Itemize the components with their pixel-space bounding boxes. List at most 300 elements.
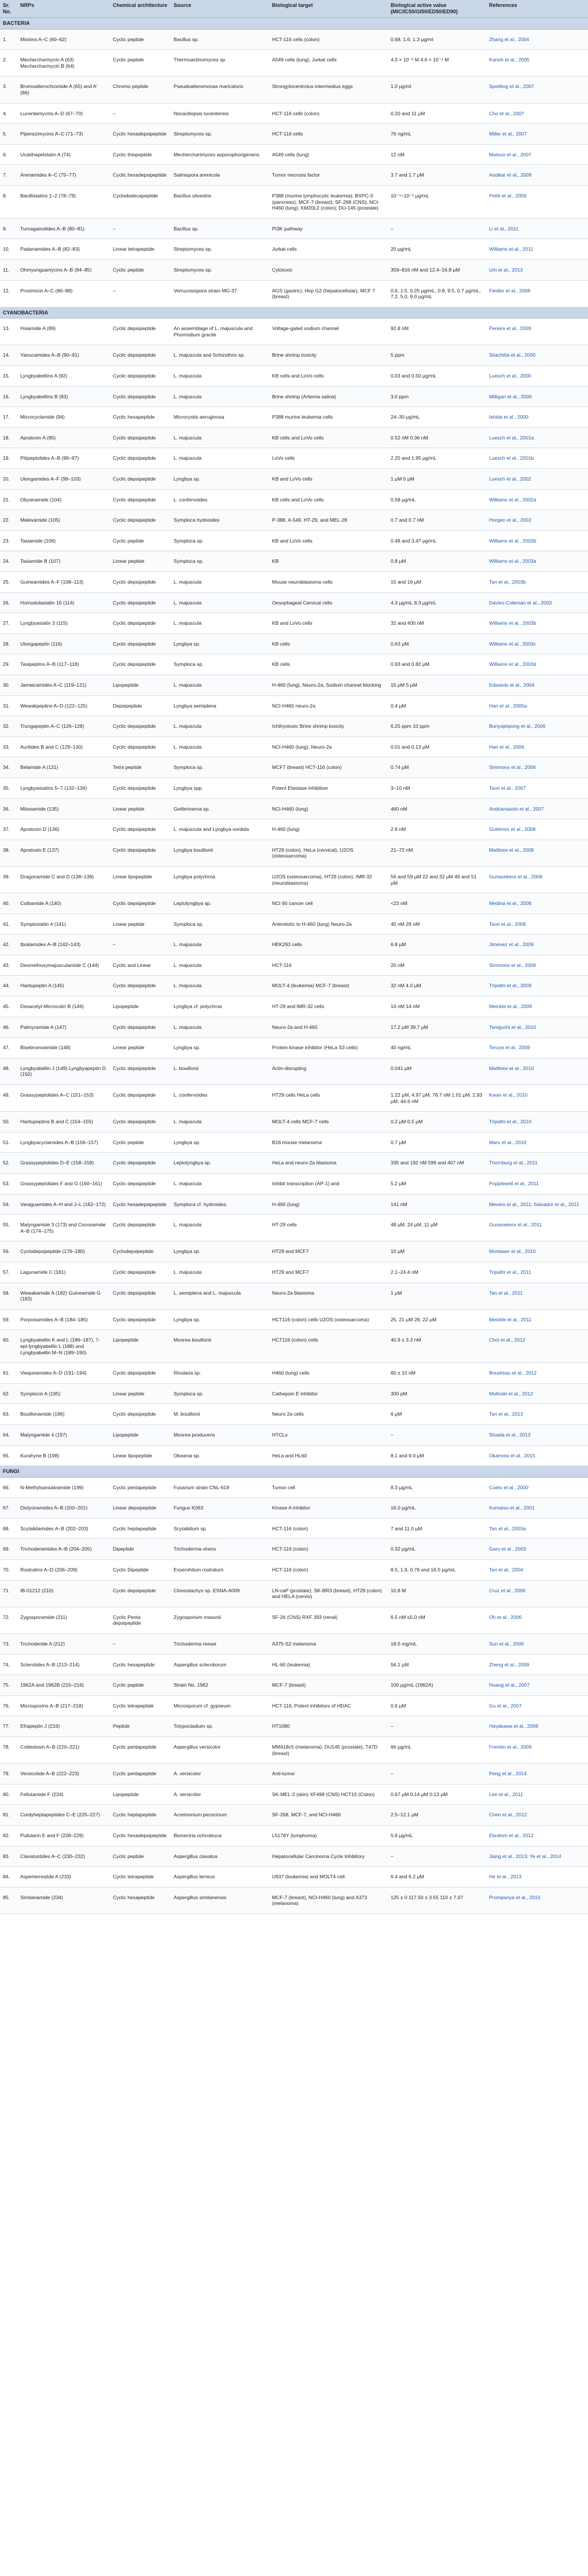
table-header bbox=[0, 0, 588, 18]
cell-target: HCT116 (colon) cells U2OS (osteosarcoma) bbox=[269, 1309, 388, 1330]
compound-name: Similanamide (234) bbox=[20, 1894, 64, 1900]
cell-architecture: – bbox=[110, 935, 171, 955]
compound-name: Malyngamide 4 (197) bbox=[20, 1431, 67, 1438]
cell-source: Symploca sp. bbox=[171, 757, 269, 778]
table-row bbox=[0, 551, 588, 572]
cell-nrp bbox=[17, 1132, 110, 1153]
cell-nrp bbox=[17, 675, 110, 695]
cell-reference[interactable]: Simmons et al., 2006 bbox=[486, 757, 588, 778]
cell-reference[interactable]: Gu et al., 2007 bbox=[486, 1695, 588, 1716]
table-row bbox=[0, 1262, 588, 1282]
cell-reference[interactable]: Matthew et al., 2008 bbox=[486, 840, 588, 866]
cell-reference[interactable]: Thornburg et al., 2011 bbox=[486, 1153, 588, 1174]
cell-nrp bbox=[17, 1309, 110, 1330]
table-row bbox=[0, 1716, 588, 1737]
cell-architecture: – bbox=[110, 280, 171, 307]
table-row bbox=[0, 1867, 588, 1888]
table-row bbox=[0, 757, 588, 778]
table-row bbox=[0, 716, 588, 737]
cell-architecture: Cyclic depsipeptide bbox=[110, 572, 171, 593]
cell-nrp bbox=[17, 551, 110, 572]
table-row bbox=[0, 185, 588, 218]
table-body bbox=[0, 18, 588, 1914]
cell-active-value: 6 μM bbox=[388, 1404, 486, 1425]
cell-reference[interactable]: Cueto et al., 2000 bbox=[486, 1477, 588, 1498]
table-row bbox=[0, 1634, 588, 1655]
cell-active-value: 3–10 nM bbox=[388, 778, 486, 798]
cell-source: Fungus K063 bbox=[171, 1498, 269, 1519]
cell-nrp bbox=[17, 1560, 110, 1581]
cell-sr-no: 69. bbox=[0, 1539, 17, 1560]
cell-source: Moorea bouillonii bbox=[171, 1330, 269, 1363]
cell-sr-no: 49. bbox=[0, 1085, 17, 1112]
cell-reference[interactable]: Williams et al., 2003d bbox=[486, 654, 588, 675]
cell-active-value: 0.20 and 11 μM bbox=[388, 103, 486, 124]
cell-nrp bbox=[17, 218, 110, 239]
cell-architecture: Cyclododecapeptide bbox=[110, 185, 171, 218]
cell-reference[interactable]: Miller et al., 2007 bbox=[486, 124, 588, 145]
cell-source: Aspergillus clavatus bbox=[171, 1846, 269, 1867]
cell-sr-no: 67. bbox=[0, 1498, 17, 1519]
cell-architecture: Cyclic depsipeptide bbox=[110, 366, 171, 387]
compound-name: Hoiamide A (89) bbox=[20, 325, 56, 332]
cell-sr-no: 45. bbox=[0, 996, 17, 1017]
cell-active-value: 40 nM 29 nM bbox=[388, 914, 486, 935]
cell-reference[interactable]: Taori et al., 2009 bbox=[486, 914, 588, 935]
compound-name: Pullularin E and F (228–229) bbox=[20, 1832, 84, 1838]
cell-reference[interactable]: Maru et al., 2010 bbox=[486, 1132, 588, 1153]
cell-target: HT29 (colon), HeLa (cervical), U2OS (osteosarcoma) bbox=[269, 840, 388, 866]
cell-active-value: 0.8 μM bbox=[388, 551, 486, 572]
compound-name: Viequeamides A–D (191–194) bbox=[20, 1370, 87, 1376]
cell-architecture: Cyclic depsipeptide bbox=[110, 345, 171, 366]
cell-reference[interactable]: Komatsu et al., 2001 bbox=[486, 1498, 588, 1519]
cell-reference[interactable]: Li et al., 2011 bbox=[486, 218, 588, 239]
table-row bbox=[0, 654, 588, 675]
cell-reference[interactable]: Ishida et al., 2000 bbox=[486, 407, 588, 428]
cell-reference[interactable]: Cho et al., 2007 bbox=[486, 103, 588, 124]
cell-active-value: 6.8 μM bbox=[388, 935, 486, 955]
cell-reference[interactable]: Asolkar et al., 2009 bbox=[486, 165, 588, 186]
cell-reference[interactable]: Montaser et al., 2010 bbox=[486, 1241, 588, 1262]
cell-source: Symploca hydnoides bbox=[171, 510, 269, 531]
cell-source: Lyngbya polychroa bbox=[171, 866, 269, 893]
cell-reference[interactable]: Teruya et al., 2009 bbox=[486, 1038, 588, 1058]
cell-architecture: Cyclic depsipeptide bbox=[110, 716, 171, 737]
cell-reference[interactable]: Williams et al., 2002a bbox=[486, 489, 588, 510]
compound-name: Efrapeptin J (219) bbox=[20, 1723, 60, 1729]
cell-active-value: 15 μM 5 μM bbox=[388, 675, 486, 695]
table-row bbox=[0, 1330, 588, 1363]
cell-reference[interactable]: Luesch et al., 2001a bbox=[486, 427, 588, 448]
cell-reference[interactable]: Fremlin et al., 2009 bbox=[486, 1737, 588, 1764]
table-row bbox=[0, 124, 588, 145]
cell-architecture: Cyclic depsipeptide bbox=[110, 1153, 171, 1174]
cell-nrp bbox=[17, 239, 110, 260]
compound-name: Apratoxin D (136) bbox=[20, 826, 60, 833]
cell-reference[interactable]: Fiedler et al., 2008 bbox=[486, 280, 588, 307]
compound-name: Veraguamides A–H and J–L (162–172) bbox=[20, 1201, 106, 1207]
cell-sr-no: 74. bbox=[0, 1654, 17, 1675]
cell-target: Anti-tumor bbox=[269, 1764, 388, 1784]
cell-target: HeLa and HL60 bbox=[269, 1445, 388, 1466]
cell-reference[interactable]: Meickle et al., 2011 bbox=[486, 1309, 588, 1330]
cell-architecture: Cyclic depsipeptide bbox=[110, 1282, 171, 1309]
cell-sr-no: 39. bbox=[0, 866, 17, 893]
cell-active-value: 0.4 μM bbox=[388, 695, 486, 716]
cell-reference[interactable]: Bunyajetpong et al., 2006 bbox=[486, 716, 588, 737]
cell-reference[interactable]: Tan et al., 2003a bbox=[486, 1518, 588, 1539]
cell-reference[interactable]: Williams et al., 2002b bbox=[486, 530, 588, 551]
cell-reference[interactable]: Horgen et al., 2002 bbox=[486, 510, 588, 531]
cell-reference[interactable]: Tripathi et al., 2011 bbox=[486, 1262, 588, 1282]
cell-reference[interactable]: Pettit et al., 2009 bbox=[486, 185, 588, 218]
cell-architecture: Cyclic peptide bbox=[110, 1675, 171, 1696]
cell-sr-no: 9. bbox=[0, 218, 17, 239]
cell-nrp bbox=[17, 654, 110, 675]
cell-architecture: Lipopeptide bbox=[110, 1330, 171, 1363]
header-active-value: Biological active value (MIC/IC50/GI50/ED50/ED90) bbox=[388, 0, 486, 18]
cell-target: SK-MEL-2 (skin) XF498 (CNS) HCT15 (Colon) bbox=[269, 1784, 388, 1805]
cell-reference[interactable]: Choi et al., 2012 bbox=[486, 1330, 588, 1363]
cell-sr-no: 43. bbox=[0, 955, 17, 976]
cell-reference[interactable]: Williams et al., 2011 bbox=[486, 239, 588, 260]
compound-name: Palmyramide A (147) bbox=[20, 1024, 67, 1030]
cell-active-value: 10 μM bbox=[388, 1241, 486, 1262]
compound-name: Lyngbyabellin K and L (186–187), 7-epi-lyngbyabellin L (188) and Lyngbyabellin M–N (189–190) bbox=[20, 1337, 100, 1355]
cell-sr-no: 17. bbox=[0, 407, 17, 428]
cell-active-value: – bbox=[388, 1424, 486, 1445]
cell-reference[interactable]: Edwards et al., 2004 bbox=[486, 675, 588, 695]
cell-sr-no: 81. bbox=[0, 1805, 17, 1826]
cell-active-value: 66 μg/mL bbox=[388, 1737, 486, 1764]
cell-reference[interactable]: Taori et al., 2007 bbox=[486, 778, 588, 798]
cell-target: P-388, A-549, HT-29, and MEL-28 bbox=[269, 510, 388, 531]
cell-architecture: Linear peptide bbox=[110, 914, 171, 935]
cell-sr-no: 20. bbox=[0, 469, 17, 490]
cell-reference[interactable]: Peng et al., 2014 bbox=[486, 1764, 588, 1784]
table-row bbox=[0, 280, 588, 307]
cell-active-value: – bbox=[388, 1846, 486, 1867]
cell-target: U2OS (osteosarcoma), HT29 (colon), IMR-32 (neuroblastoma) bbox=[269, 866, 388, 893]
cell-source: Leptolyngbya sp. bbox=[171, 1153, 269, 1174]
cell-source: Microcystis aeruginosa bbox=[171, 407, 269, 428]
cell-architecture: Cyclic depsipeptide bbox=[110, 819, 171, 840]
cell-reference[interactable]: Prompanya et al., 2015 bbox=[486, 1887, 588, 1914]
table-row bbox=[0, 1607, 588, 1633]
cell-source: Aspergillus sclerotiorum bbox=[171, 1654, 269, 1675]
cell-reference[interactable]: Andrianasolo et al., 2007 bbox=[486, 798, 588, 819]
compound-name: Grassypeptolides A–C (151–153) bbox=[20, 1092, 94, 1098]
cell-source: Symploca sp. bbox=[171, 530, 269, 551]
cell-reference[interactable]: Williams et al., 2003a bbox=[486, 551, 588, 572]
cell-nrp bbox=[17, 695, 110, 716]
cell-source: L. majuscula bbox=[171, 386, 269, 407]
cell-reference[interactable]: Popplewell et al., 2011 bbox=[486, 1174, 588, 1194]
cell-active-value: 0.52 nM 0.36 nM bbox=[388, 427, 486, 448]
table-row bbox=[0, 633, 588, 654]
table-row bbox=[0, 1132, 588, 1153]
cell-nrp bbox=[17, 1825, 110, 1846]
table-row bbox=[0, 1085, 588, 1112]
cell-sr-no: 13. bbox=[0, 318, 17, 345]
cell-reference[interactable]: Han et al., 2006 bbox=[486, 736, 588, 757]
cell-sr-no: 52. bbox=[0, 1153, 17, 1174]
cell-architecture: Cyclic depsipeptide bbox=[110, 1215, 171, 1241]
cell-reference[interactable]: Sun et al., 2006 bbox=[486, 1634, 588, 1655]
cell-source: Bacillus sp. bbox=[171, 218, 269, 239]
cell-source: Bionectria ochroleuca bbox=[171, 1825, 269, 1846]
cell-target: LoVo cells bbox=[269, 448, 388, 469]
cell-reference[interactable]: Huang et al., 2007 bbox=[486, 1675, 588, 1696]
cell-source: L. majuscula bbox=[171, 1174, 269, 1194]
cell-sr-no: 66. bbox=[0, 1477, 17, 1498]
cell-reference[interactable]: Taniguchi et al., 2010 bbox=[486, 1017, 588, 1038]
cell-nrp bbox=[17, 1498, 110, 1519]
cell-reference[interactable]: Tan et al., 2011 bbox=[486, 1282, 588, 1309]
cell-reference[interactable]: Boudreau et al., 2012 bbox=[486, 1363, 588, 1384]
cell-reference[interactable]: Tripathi et al., 2010 bbox=[486, 1112, 588, 1133]
cell-active-value: 2.5–12.1 μM bbox=[388, 1805, 486, 1826]
cell-reference[interactable]: Ebrahim et al., 2012 bbox=[486, 1825, 588, 1846]
cell-reference[interactable]: Han et al., 2005a bbox=[486, 695, 588, 716]
cell-nrp bbox=[17, 1634, 110, 1655]
cell-architecture: Cyclic depsipeptide bbox=[110, 613, 171, 634]
table-row bbox=[0, 1805, 588, 1826]
cell-sr-no: 61. bbox=[0, 1363, 17, 1384]
cell-sr-no: 46. bbox=[0, 1017, 17, 1038]
cell-source: Microsporum cf. gypseum bbox=[171, 1695, 269, 1716]
compound-name: Coibamide A (140) bbox=[20, 900, 61, 907]
cell-source: Lyngbya semiplena bbox=[171, 695, 269, 716]
compound-name: Malyngamide 3 (173) and Cocosamide A–B (174–175) bbox=[20, 1222, 106, 1234]
cell-active-value: 14 nM 14 nM bbox=[388, 996, 486, 1017]
cell-reference[interactable]: Jiang et al., 2013; Ye et al., 2014 bbox=[486, 1846, 588, 1867]
cell-reference[interactable]: Zhang et al., 2004 bbox=[486, 29, 588, 50]
cell-reference[interactable]: Mevers et al., 2011; Salvador et al., 2011 bbox=[486, 1194, 588, 1215]
cell-active-value: 1.0 μg/ml bbox=[388, 76, 486, 103]
cell-architecture: Cyclic pentapeptide bbox=[110, 1737, 171, 1764]
cell-nrp bbox=[17, 1477, 110, 1498]
cell-sr-no: 29. bbox=[0, 654, 17, 675]
cell-nrp bbox=[17, 345, 110, 366]
cell-source: Bacillus sp. bbox=[171, 29, 269, 50]
cell-reference[interactable]: Okamoto et al., 2015 bbox=[486, 1445, 588, 1466]
cell-reference[interactable]: Simmons et al., 2009 bbox=[486, 955, 588, 976]
table-row bbox=[0, 345, 588, 366]
cell-active-value: 359–816 nM and 12.4–16.8 μM bbox=[388, 259, 486, 280]
compound-name: Grassypeptolides F and G (160–161) bbox=[20, 1181, 102, 1186]
cell-reference[interactable]: Williams et al., 2003b bbox=[486, 613, 588, 634]
cell-reference[interactable]: Medina et al., 2008 bbox=[486, 893, 588, 914]
cell-source: Rivularia sp. bbox=[171, 1363, 269, 1384]
compound-name: Ulongapeptin (116) bbox=[20, 640, 63, 647]
cell-architecture: Cyclic hexapeptide bbox=[110, 407, 171, 428]
compound-name: Symplocin A (195) bbox=[20, 1390, 61, 1397]
cell-target: Hepatocellular Carcinoma Cycle Inhibitory bbox=[269, 1846, 388, 1867]
cell-sr-no: 21. bbox=[0, 489, 17, 510]
cell-target: Ichthyotoxic Brine shrimp toxicity bbox=[269, 716, 388, 737]
cell-reference[interactable]: Shaala et al., 2013 bbox=[486, 1424, 588, 1445]
cell-active-value: 7 and 11.0 μM bbox=[388, 1518, 486, 1539]
cell-target: A549 cells (lung), Jurkat cells bbox=[269, 50, 388, 76]
cell-reference[interactable]: Lee et al., 2011 bbox=[486, 1784, 588, 1805]
cell-reference[interactable]: Meickle et al., 2009 bbox=[486, 996, 588, 1017]
cell-nrp bbox=[17, 914, 110, 935]
cell-nrp bbox=[17, 1112, 110, 1133]
cell-active-value: 0.7 μM bbox=[388, 1132, 486, 1153]
cell-active-value: 0.93 and 0.82 μM bbox=[388, 654, 486, 675]
cell-active-value: 0.67 μM 0.14 μM 0.13 μM bbox=[388, 1784, 486, 1805]
cell-reference[interactable]: Kanoh et al., 2005 bbox=[486, 50, 588, 76]
table-row bbox=[0, 489, 588, 510]
cell-target: HT29 and MCF7 bbox=[269, 1262, 388, 1282]
cell-reference[interactable]: Matsuo et al., 2007 bbox=[486, 144, 588, 165]
table-row bbox=[0, 592, 588, 613]
cell-source: Streptomyces sp. bbox=[171, 259, 269, 280]
table-row bbox=[0, 386, 588, 407]
compound-name: Lucentamycins A–D (67–70) bbox=[20, 110, 83, 116]
cell-active-value: 0.2 μM 0.5 μM bbox=[388, 1112, 486, 1133]
cell-reference[interactable]: Luesch et al., 2001b bbox=[486, 448, 588, 469]
table-row bbox=[0, 1017, 588, 1038]
cell-reference[interactable]: Luesch et al., 2002 bbox=[486, 469, 588, 490]
cell-source: L. majuscula bbox=[171, 613, 269, 634]
cell-architecture: Lipopeptide bbox=[110, 996, 171, 1017]
cell-reference[interactable]: Tripathi et al., 2009 bbox=[486, 976, 588, 996]
cell-active-value: 60 ± 10 nM bbox=[388, 1363, 486, 1384]
cell-sr-no: 51. bbox=[0, 1132, 17, 1153]
cell-source: Verrucosispora strain MG-37 bbox=[171, 280, 269, 307]
cell-source: Symploca sp. bbox=[171, 654, 269, 675]
cell-source: Aspergillus versicolor bbox=[171, 1737, 269, 1764]
cell-nrp bbox=[17, 386, 110, 407]
cell-nrp bbox=[17, 259, 110, 280]
cell-target: Cathepsin E inhibitor bbox=[269, 1383, 388, 1404]
cell-nrp bbox=[17, 736, 110, 757]
cell-reference[interactable]: Speitling et al., 2007 bbox=[486, 76, 588, 103]
compound-name: Mechercharmycin A (63) Mechercharmycin B (64) bbox=[20, 57, 75, 69]
cell-architecture: Cyclic depsipeptide bbox=[110, 1262, 171, 1282]
cell-source: Salinispora arenicola bbox=[171, 165, 269, 186]
table-row bbox=[0, 955, 588, 976]
cell-reference[interactable]: Um et al., 2013 bbox=[486, 259, 588, 280]
cell-reference[interactable]: Zheng et al., 2009 bbox=[486, 1654, 588, 1675]
cell-active-value: 92.8 nM bbox=[388, 318, 486, 345]
cell-target: H-460 (lung) bbox=[269, 1194, 388, 1215]
cell-sr-no: 34. bbox=[0, 757, 17, 778]
cell-architecture: Linear peptide bbox=[110, 1383, 171, 1404]
compound-name: Obyanamide (104) bbox=[20, 496, 62, 503]
cell-target: H-460 (lung), Neuro-2a, Sodium channel blocking bbox=[269, 675, 388, 695]
cell-nrp bbox=[17, 76, 110, 103]
cell-target: KB cells and LoVo cells bbox=[269, 489, 388, 510]
cell-reference[interactable]: Williams et al., 2003c bbox=[486, 633, 588, 654]
cell-architecture: Lipopeptide bbox=[110, 1784, 171, 1805]
cell-reference[interactable]: Molinski et al., 2012 bbox=[486, 1383, 588, 1404]
cell-reference[interactable]: Milligan et al., 2000 bbox=[486, 386, 588, 407]
cell-architecture: Cyclic hexapeptide bbox=[110, 1887, 171, 1914]
cell-architecture: – bbox=[110, 103, 171, 124]
cell-reference[interactable]: Davies-Coleman et al., 2003 bbox=[486, 592, 588, 613]
cell-active-value: 2.1–24.4 nM bbox=[388, 1262, 486, 1282]
table-row bbox=[0, 893, 588, 914]
cell-active-value: 0.03 and 0.50 μg/mL bbox=[388, 366, 486, 387]
cell-target: HL-60 (leukemia) bbox=[269, 1654, 388, 1675]
cell-target: HEK293 cells bbox=[269, 935, 388, 955]
cell-reference[interactable]: Garo et al., 2003 bbox=[486, 1539, 588, 1560]
compound-name: Cordyheptapeptides C–E (225–227) bbox=[20, 1812, 100, 1818]
cell-reference[interactable]: Cruz et al., 2006 bbox=[486, 1580, 588, 1607]
cell-reference[interactable]: Tan et al., 2013 bbox=[486, 1404, 588, 1425]
compound-name: Desmethoxymajusculamide C (144) bbox=[20, 962, 100, 968]
compound-name: Urukthapelstatin A (74) bbox=[20, 151, 71, 157]
cell-active-value: 25, 21 μM 28, 22 μM bbox=[388, 1309, 486, 1330]
cell-source: L. bouillonii bbox=[171, 1058, 269, 1084]
cell-source: Symploca sp. bbox=[171, 914, 269, 935]
cell-reference[interactable]: Kwan et al., 2010 bbox=[486, 1085, 588, 1112]
cell-target: Kinase A inhibitor bbox=[269, 1498, 388, 1519]
table-row bbox=[0, 144, 588, 165]
cell-reference[interactable]: Oh et al., 2006 bbox=[486, 1607, 588, 1633]
cell-reference[interactable]: Tan et al., 2003b bbox=[486, 572, 588, 593]
cell-sr-no: 68. bbox=[0, 1518, 17, 1539]
cell-architecture: Linear lipopeptide bbox=[110, 1445, 171, 1466]
cell-source: Lyngbya spp. bbox=[171, 778, 269, 798]
cell-reference[interactable]: Luesch et al., 2000 bbox=[486, 366, 588, 387]
cell-sr-no: 84. bbox=[0, 1867, 17, 1888]
cell-reference[interactable]: Matthew et al., 2010 bbox=[486, 1058, 588, 1084]
cell-architecture: Cyclic depsipeptide bbox=[110, 840, 171, 866]
cell-target: HCT-116 (colon) bbox=[269, 1539, 388, 1560]
cell-active-value: 1 μM 5 μM bbox=[388, 469, 486, 490]
cell-target: NCI-H460 (lung), Neuro-2a bbox=[269, 736, 388, 757]
cell-architecture: – bbox=[110, 218, 171, 239]
cell-reference[interactable]: Jiménez et al., 2009 bbox=[486, 935, 588, 955]
cell-sr-no: 82. bbox=[0, 1825, 17, 1846]
cell-source: L. majuscula bbox=[171, 1017, 269, 1038]
compound-name: Wewakpeptins A–D (122–125) bbox=[20, 702, 87, 709]
compound-name: Lyngbyabellins A (92) bbox=[20, 373, 68, 379]
compound-name: Bouillonamide (196) bbox=[20, 1411, 65, 1417]
cell-reference[interactable]: Tan et al., 2004 bbox=[486, 1560, 588, 1581]
cell-reference[interactable]: Sitachitta et al., 2000 bbox=[486, 345, 588, 366]
cell-nrp bbox=[17, 1085, 110, 1112]
cell-architecture: Cyclic depsipeptide bbox=[110, 976, 171, 996]
cell-sr-no: 48. bbox=[0, 1058, 17, 1084]
cell-sr-no: 22. bbox=[0, 510, 17, 531]
cell-source: Lyngbya bouillonii bbox=[171, 840, 269, 866]
cell-active-value: 141 nM bbox=[388, 1194, 486, 1215]
cell-reference[interactable]: He et al., 2013 bbox=[486, 1867, 588, 1888]
compound-name: Lyngbyastatins 5–7 (132–134) bbox=[20, 785, 87, 791]
cell-target: Neuro-2a and H-460 bbox=[269, 1017, 388, 1038]
cell-active-value: 300 pM bbox=[388, 1383, 486, 1404]
cell-reference[interactable]: Gunasekera et al., 2011 bbox=[486, 1215, 588, 1241]
cell-reference[interactable]: Gunasekera et al., 2008 bbox=[486, 866, 588, 893]
cell-reference[interactable]: Gutiérrez et al., 2008 bbox=[486, 819, 588, 840]
header-source: Source bbox=[171, 0, 269, 18]
table-row bbox=[0, 736, 588, 757]
cell-active-value: 3.7 and 1.7 μM bbox=[388, 165, 486, 186]
compound-name: Proximicin A–C (86–88) bbox=[20, 287, 73, 294]
cell-sr-no: 36. bbox=[0, 798, 17, 819]
cell-target: SF-268, MCF-7, and NCI-H460 bbox=[269, 1805, 388, 1826]
cell-reference[interactable]: Hayakawa et al., 2008 bbox=[486, 1716, 588, 1737]
cell-reference[interactable]: Chen et al., 2012 bbox=[486, 1805, 588, 1826]
cell-active-value: 40 ng/mL bbox=[388, 1038, 486, 1058]
cell-reference[interactable]: Pereira et al., 2009 bbox=[486, 318, 588, 345]
